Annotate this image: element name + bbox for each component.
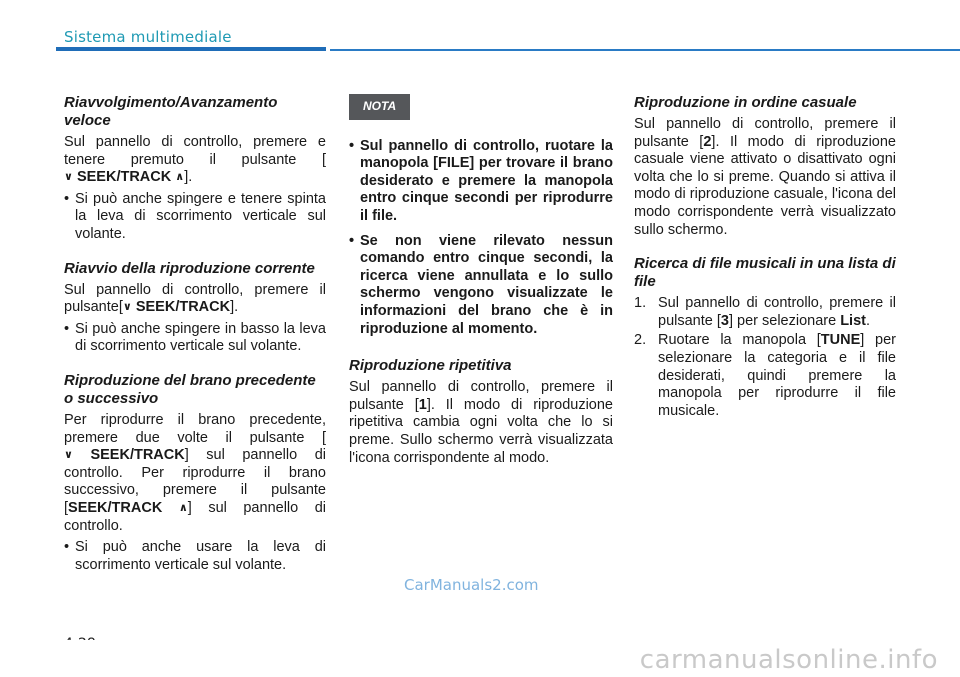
list-item: • Se non viene rilevato nessun comando entro cinque secondi, la ricerca viene annullata e lo sullo schermo vengono visualizzate le informazioni del brano che è in riproduzione al momento. xyxy=(349,233,613,339)
list-item: • Si può anche spingere in basso la leva di scorrimento verticale sul volante. xyxy=(64,321,326,356)
paragraph-restart: Sul pannello di controllo, premere il pulsante[∨ SEEK/TRACK]. xyxy=(64,281,326,316)
header-bar-left xyxy=(56,47,326,51)
heading-file-search: Ricerca di file musicali in una lista di file xyxy=(634,255,896,291)
list-fast-forward xyxy=(64,191,326,244)
list-nota xyxy=(349,138,613,339)
column-2 xyxy=(349,94,613,467)
header-bar-right xyxy=(330,49,960,51)
paragraph-repeat: Sul pannello di controllo, premere il pulsante [1]. Il modo di riproduzione ripetitiva cambia ogni volta che lo si preme. Sullo schermo verrà visualizzata l'icona corrispondente al modo. xyxy=(349,379,613,466)
seek-track-button-label: ∨ SEEK/TRACK xyxy=(122,299,231,316)
list-item: 2. Ruotare la manopola [TUNE] per selezionare la categoria e il file desiderati, quindi premere la manopola per riprodurre il file musicale. xyxy=(634,332,897,419)
chevron-up-icon: ∧ xyxy=(175,171,185,184)
paragraph-shuffle: Sul pannello di controllo, premere il pulsante [2]. Il modo di riproduzione casuale viene attivato o disattivato ogni volta che lo si preme. Quando si attiva il modo di riproduzione casuale, l'icona del modo corrispondente verrà visualizzato sullo schermo. xyxy=(634,116,896,238)
column-3 xyxy=(634,94,896,422)
column-1 xyxy=(64,94,326,574)
watermark-carmanuals2: CarManuals2.com xyxy=(404,576,539,594)
list-item: • Sul pannello di controllo, ruotare la manopola [FILE] per trovare il brano desiderato e premere la manopola entro cinque secondi per riprodurre il file. xyxy=(349,138,613,226)
watermark-carmanualsonline: carmanualsonline.info xyxy=(639,645,938,675)
paragraph-fast-forward: Sul pannello di controllo, premere e tenere premuto il pulsante [∨ SEEK/TRACK ∧]. xyxy=(64,134,326,186)
chevron-down-icon: ∨ xyxy=(64,171,73,184)
bottom-watermark-strip xyxy=(0,640,960,677)
list-item: • Si può anche usare la leva di scorrimento verticale sul volante. xyxy=(64,539,326,574)
heading-restart: Riavvio della riproduzione corrente xyxy=(64,259,315,277)
nota-badge: NOTA xyxy=(349,94,410,120)
list-item: • Si può anche spingere e tenere spinta la leva di scorrimento verticale sul volante. xyxy=(64,191,326,244)
list-restart xyxy=(64,321,326,356)
seek-track-button-label: ∨ SEEK/TRACK ∧ xyxy=(64,169,185,186)
paragraph-prev-next: Per riprodurre il brano precedente, premere due volte il pulsante [∨ SEEK/TRACK] sul pannello di controllo. Per riprodurre il brano successivo, premere il pulsante [SEEK/TRACK ∧] sul pannello di controllo. xyxy=(64,411,327,534)
steps-file-search xyxy=(634,295,896,420)
heading-repeat: Riproduzione ripetitiva xyxy=(349,357,512,375)
chevron-down-icon: ∨ xyxy=(64,449,73,462)
list-item: 1. Sul pannello di controllo, premere il pulsante [3] per selezionare List. xyxy=(634,295,896,329)
heading-shuffle: Riproduzione in ordine casuale xyxy=(634,94,857,111)
section-header-title: Sistema multimediale xyxy=(64,28,232,46)
heading-fast-forward: Riavvolgimento/Avanzamento veloce xyxy=(64,94,278,129)
chevron-down-icon: ∨ xyxy=(122,301,132,314)
seek-track-button-label: ∨ SEEK/TRACK xyxy=(64,447,185,464)
seek-track-button-label: SEEK/TRACK ∧ xyxy=(68,499,188,516)
list-prev-next xyxy=(64,539,326,574)
heading-prev-next: Riproduzione del brano precedente o successivo xyxy=(64,371,316,407)
chevron-up-icon: ∧ xyxy=(178,501,188,514)
